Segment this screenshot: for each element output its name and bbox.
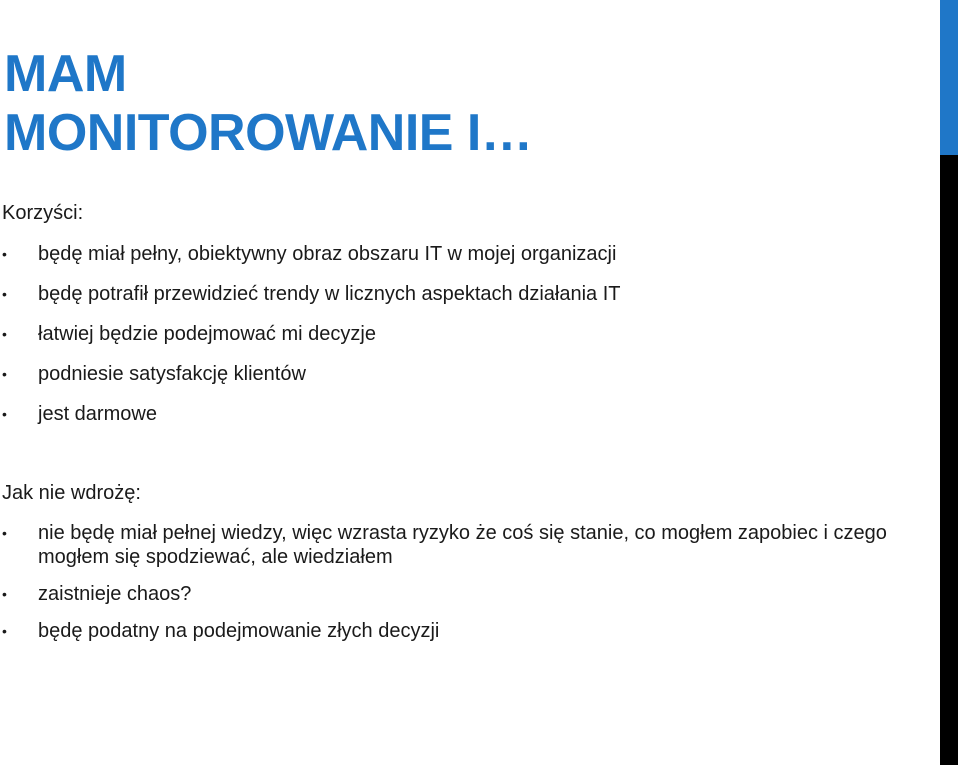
list-item-text: jest darmowe bbox=[38, 403, 157, 425]
bullet-icon: • bbox=[2, 366, 7, 382]
list-item-text: nie będę miał pełnej wiedzy, więc wzrasta ryzyko że coś się stanie, co mogłem zapobiec i czego mogłem się spodziewać, ale wiedziałem bbox=[38, 522, 887, 568]
risks-list bbox=[0, 521, 920, 656]
list-item bbox=[0, 362, 920, 386]
title-line-2: MONITOROWANIE I… bbox=[4, 104, 533, 162]
benefits-list bbox=[0, 242, 920, 442]
list-item bbox=[0, 282, 920, 306]
bullet-icon: • bbox=[2, 326, 7, 342]
bullet-icon: • bbox=[2, 246, 7, 262]
bullet-icon: • bbox=[2, 406, 7, 422]
list-item bbox=[0, 242, 920, 266]
sidebar-accent-blue bbox=[940, 0, 958, 155]
list-item-text: podniesie satysfakcję klientów bbox=[38, 363, 306, 385]
list-item-text: będę podatny na podejmowanie złych decyzji bbox=[38, 620, 440, 642]
sidebar-accent-black bbox=[940, 155, 958, 765]
slide-title bbox=[4, 45, 532, 163]
list-item-text: zaistnieje chaos? bbox=[38, 583, 192, 605]
list-item bbox=[0, 582, 920, 606]
bullet-icon: • bbox=[2, 525, 7, 541]
title-line-1: MAM bbox=[4, 45, 127, 103]
bullet-icon: • bbox=[2, 286, 7, 302]
list-item bbox=[0, 402, 920, 426]
bullet-icon: • bbox=[2, 623, 7, 639]
list-item bbox=[0, 619, 920, 643]
list-item-text: będę potrafił przewidzieć trendy w licznych aspektach działania IT bbox=[38, 283, 621, 305]
list-item-text: będę miał pełny, obiektywny obraz obszaru IT w mojej organizacji bbox=[38, 243, 617, 265]
risks-heading: Jak nie wdrożę: bbox=[2, 482, 141, 504]
list-item bbox=[0, 322, 920, 346]
bullet-icon: • bbox=[2, 586, 7, 602]
list-item-text: łatwiej będzie podejmować mi decyzje bbox=[38, 323, 376, 345]
benefits-heading: Korzyści: bbox=[2, 202, 84, 224]
list-item bbox=[0, 521, 920, 569]
